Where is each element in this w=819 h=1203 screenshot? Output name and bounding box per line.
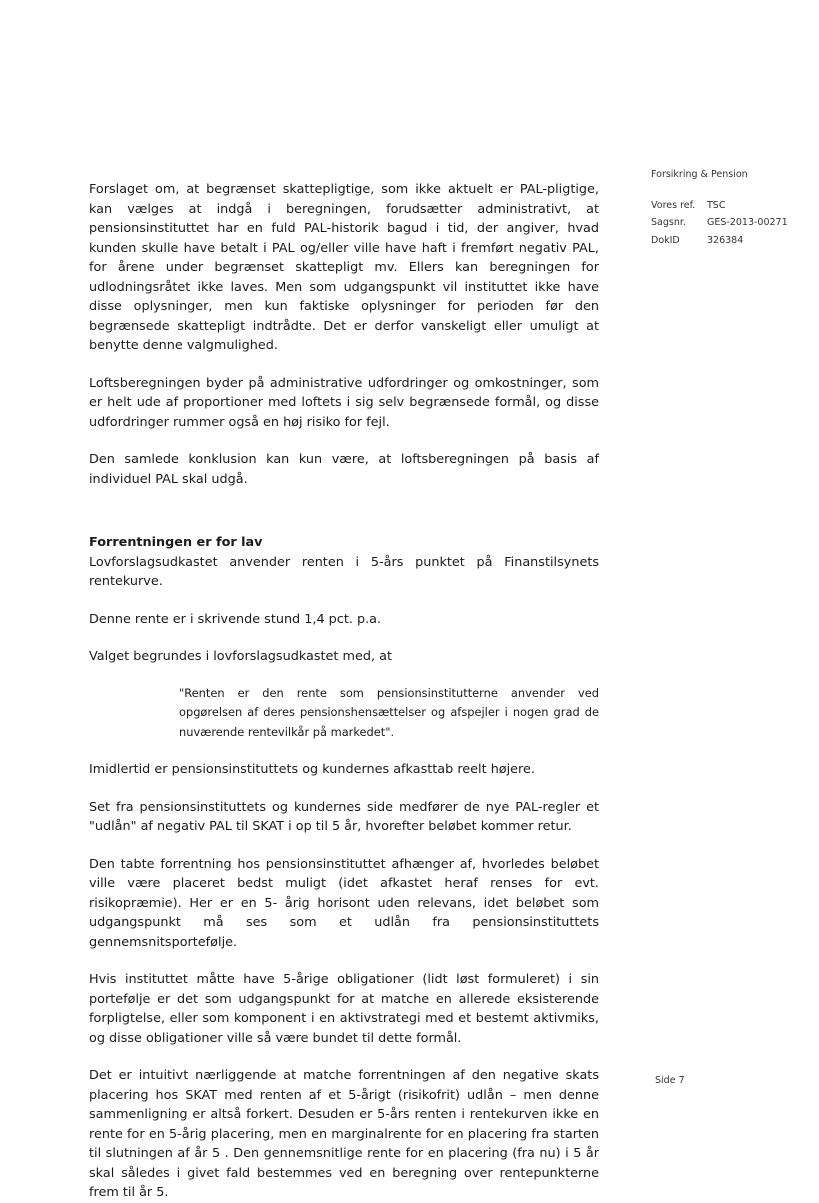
paragraph: Den tabte forrentning hos pensionsinstituttet afhænger af, hvorledes beløbet ville være placeret bedst muligt (idet afkastet heraf renses for evt. risikopræmie). Her er en 5- årig horisont uden relevans, idet beløbet som udgangspunkt må ses som et udlån fra pensionsinstituttets gennemsnitsportefølje.	[89, 856, 599, 950]
meta-value: GES-2013-00271	[707, 217, 788, 228]
paragraph: Hvis instituttet måtte have 5-årige obligationer (lidt løst formuleret) i sin portefølje er det som udgangspunkt for at matche en allerede eksisterende forpligtelse, eller som komponent i en aktivstrategi med et bestemt aktivmiks, og disse obligationer ville så være bundet til dette formål.	[89, 972, 599, 1046]
paragraph: Den samlede konklusion kan kun være, at loftsberegningen på basis af individuel PAL skal udgå.	[89, 452, 599, 487]
meta-row-docid	[651, 232, 811, 250]
paragraph: Denne rente er i skrivende stund 1,4 pct. p.a.	[89, 611, 382, 627]
meta-key: Vores ref.	[651, 199, 696, 211]
meta-row-ref	[651, 197, 811, 215]
paragraph: Set fra pensionsinstituttets og kundernes side medfører de nye PAL-regler et "udlån" af negativ PAL til SKAT i op til 5 år, hvorefter beløbet kommer retur.	[89, 799, 599, 834]
meta-key: DokID	[651, 234, 680, 246]
block-quote: "Renten er den rente som pensionsinstitutterne anvender ved opgørelsen af deres pensionshensættelser og afspejler i nogen grad de nuværende rentevilkår på markedet".	[179, 685, 599, 739]
page-number: Side 7	[655, 1075, 685, 1086]
paragraph: Lovforslagsudkastet anvender renten i 5-års punktet på Finanstilsynets rentekurve.	[89, 554, 599, 589]
section-heading: Forrentningen er for lav	[89, 535, 263, 550]
paragraph: Loftsberegningen byder på administrative udfordringer og omkostninger, som er helt ude af proportioner med loftets i sig selv begrænsede formål, og disse udfordringer rummer også en høj risiko for fejl.	[89, 375, 599, 430]
meta-key: Sagsnr.	[651, 217, 686, 228]
paragraph: Valget begrundes i lovforslagsudkastet med, at	[89, 649, 392, 664]
document-body	[89, 180, 599, 1203]
paragraph: Det er intuitivt nærliggende at matche forrentningen af den negative skats placering hos SKAT med renten af et 5-årigt (risikofrit) udlån – men denne sammenligning er altså forkert. Desuden er 5-års renten i rentekurven ikke en rente for en 5-årig placering, men en marginalrente for en placering fra starten til slutningen af år 5 . Den gennemsnitlige rente for en placering (fra nu) i 5 år skal således i givet fald bestemmes ved en beregning over rentepunkterne frem til år 5.	[89, 1068, 599, 1200]
meta-row-case	[651, 214, 811, 232]
document-metadata	[651, 166, 811, 249]
organization-name: Forsikring & Pension	[651, 169, 748, 180]
paragraph: Imidlertid er pensionsinstituttets og kundernes afkasttab reelt højere.	[89, 762, 535, 777]
paragraph: Forslaget om, at begrænset skattepligtige, som ikke aktuelt er PAL-pligtige, kan vælges at indgå i beregningen, forudsætter administrativt, at pensionsinstituttet har en fuld PAL-historik bagud i tid, der angiver, hvad kunden skulle have betalt i PAL og/eller ville have haft i fremført negativ PAL, for årene under begrænset skattepligt mv. Ellers kan beregningen for udlodningsråtet ikke laves. Men som udgangspunkt vil instituttet ikke have disse oplysninger, men kun faktiske oplysninger for perioden før den begrænsede skattepligt indtrådte. Det er derfor vanskeligt eller umuligt at benytte denne valgmulighed.	[89, 182, 599, 353]
meta-value: TSC	[707, 199, 726, 211]
meta-value: 326384	[707, 234, 744, 246]
